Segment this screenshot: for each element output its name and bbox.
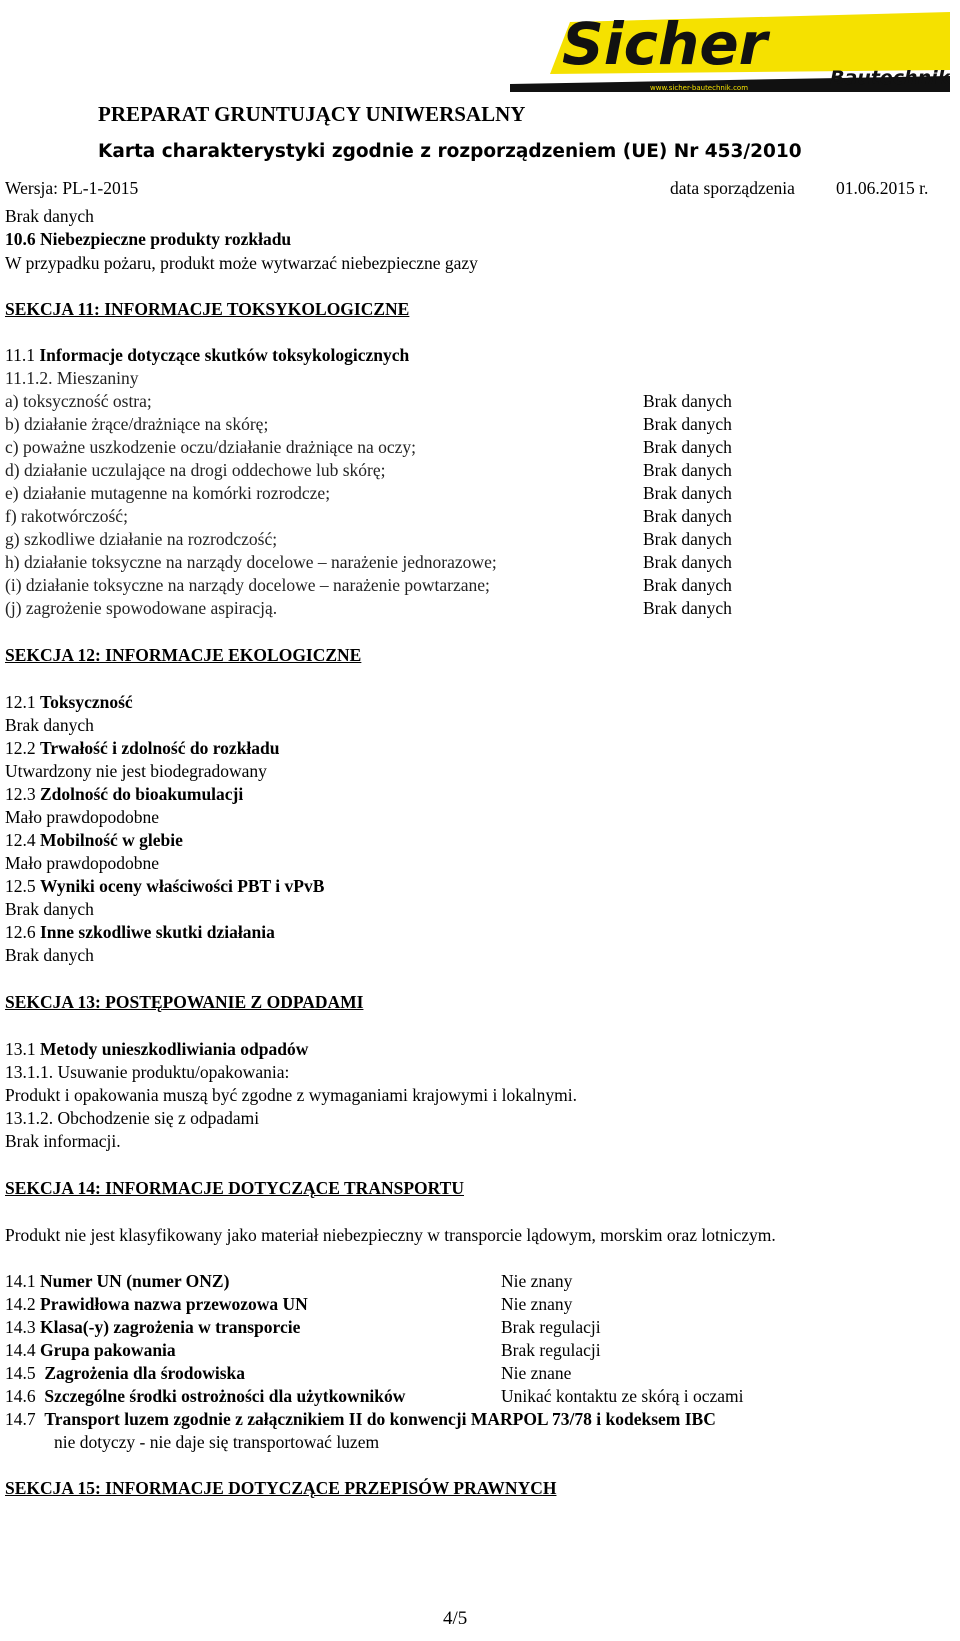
tox-row-value: Brak danych [643,483,732,503]
transport-row-value: Unikać kontaktu ze skórą i oczami [501,1386,744,1406]
tox-row-value: Brak danych [643,552,732,572]
tox-row-label: c) poważne uszkodzenie oczu/działanie drażniące na oczy; [5,437,417,457]
text-13-1-1: 13.1.1. Usuwanie produktu/opakowania: [5,1062,290,1082]
eco-item-text: Brak danych [5,945,94,965]
heading-14-7: 14.7 Transport luzem zgodnie z załącznikiem II do konwencji MARPOL 73/78 i kodeksem IBC [5,1409,716,1429]
version-label: Wersja: PL-1-2015 [5,178,139,198]
heading-11-1-text: Informacje dotyczące skutków toksykologicznych [39,345,410,365]
section-14-title: SEKCJA 14: INFORMACJE DOTYCZĄCE TRANSPORTU [5,1178,464,1198]
text-13-1-1-body: Produkt i opakowania muszą być zgodne z wymaganiami krajowymi i lokalnymi. [5,1085,578,1105]
date-label: data sporządzenia [670,178,795,198]
tox-row-value: Brak danych [643,437,732,457]
page-number: 4/5 [443,1608,468,1629]
heading-11-1 [5,344,409,366]
date-value: 01.06.2015 r. [836,178,929,198]
text-10-6: W przypadku pożaru, produkt może wytwarzać niebezpieczne gazy [5,253,478,273]
tox-row-label: e) działanie mutagenne na komórki rozrodcze; [5,483,331,503]
document-title: PREPARAT GRUNTUJĄCY UNIWERSALNY [98,102,526,126]
transport-row-label: 14.6 Szczególne środki ostrożności dla użytkowników [5,1386,406,1406]
text-14-7: nie dotyczy - nie daje się transportować luzem [54,1432,380,1452]
eco-item-text: Mało prawdopodobne [5,853,160,873]
tox-row-label: d) działanie uczulające na drogi oddechowe lub skórę; [5,460,386,480]
tox-row-value: Brak danych [643,460,732,480]
tox-row-label: h) działanie toksyczne na narządy docelowe – narażenie jednorazowe; [5,552,497,572]
transport-row-label: 14.1 Numer UN (numer ONZ) [5,1271,230,1291]
eco-item-heading: 12.3 Zdolność do bioakumulacji [5,784,244,804]
document-subtitle: Karta charakterystyki zgodnie z rozporządzeniem (UE) Nr 453/2010 [98,141,802,162]
tox-row-label: b) działanie żrące/drażniące na skórę; [5,414,269,434]
tox-row-label: a) toksyczność ostra; [5,391,152,411]
eco-item-heading: 12.2 Trwałość i zdolność do rozkładu [5,738,280,758]
sicher-logo-graphic [510,12,950,94]
transport-row-label: 14.5 Zagrożenia dla środowiska [5,1363,246,1383]
eco-item-heading: 12.5 Wyniki oceny właściwości PBT i vPvB [5,876,325,896]
tox-row-value: Brak danych [643,598,732,618]
transport-row-label: 14.3 Klasa(-y) zagrożenia w transporcie [5,1317,301,1337]
heading-10-6: 10.6 Niebezpieczne produkty rozkładu [5,229,292,249]
section-15-title: SEKCJA 15: INFORMACJE DOTYCZĄCE PRZEPISÓW PRAWNYCH [5,1478,557,1498]
tox-row-value: Brak danych [643,414,732,434]
logo-wordmark: Sicher [562,12,768,78]
tox-row-value: Brak danych [643,391,732,411]
heading-13-1: 13.1 Metody unieszkodliwiania odpadów [5,1039,309,1059]
tox-row-label: g) szkodliwe działanie na rozrodczość; [5,529,278,549]
transport-row-value: Nie znany [501,1294,573,1314]
logo-url: www.sicher-bautechnik.com [650,84,749,92]
text-13-1-2-body: Brak informacji. [5,1131,121,1151]
text-13-1-2: 13.1.2. Obchodzenie się z odpadami [5,1108,260,1128]
brak-danych-text: Brak danych [5,206,94,226]
tox-row-label: (j) zagrożenie spowodowane aspiracją. [5,598,278,618]
heading-11-1-num: 11.1 [5,345,35,365]
sicher-logo [510,12,950,94]
tox-row-value: Brak danych [643,575,732,595]
transport-row-value: Brak regulacji [501,1317,601,1337]
transport-row-value: Brak regulacji [501,1340,601,1360]
transport-row-label: 14.4 Grupa pakowania [5,1340,176,1360]
tox-row-value: Brak danych [643,529,732,549]
section-12-title: SEKCJA 12: INFORMACJE EKOLOGICZNE [5,645,362,665]
section-11-title: SEKCJA 11: INFORMACJE TOKSYKOLOGICZNE [5,299,410,319]
transport-row-value: Nie znany [501,1271,573,1291]
tox-row-label: (i) działanie toksyczne na narządy docelowe – narażenie powtarzane; [5,575,490,595]
section-13-title: SEKCJA 13: POSTĘPOWANIE Z ODPADAMI [5,992,364,1012]
eco-item-text: Mało prawdopodobne [5,807,160,827]
eco-item-heading: 12.6 Inne szkodliwe skutki działania [5,922,275,942]
heading-11-1-2: 11.1.2. Mieszaniny [5,368,139,388]
eco-item-heading: 12.1 Toksyczność [5,692,133,712]
transport-intro: Produkt nie jest klasyfikowany jako materiał niebezpieczny w transporcie lądowym, morskim oraz lotniczym. [5,1225,776,1245]
eco-item-text: Utwardzony nie jest biodegradowany [5,761,267,781]
tox-row-label: f) rakotwórczość; [5,506,128,526]
tox-row-value: Brak danych [643,506,732,526]
transport-row-value: Nie znane [501,1363,572,1383]
eco-item-heading: 12.4 Mobilność w glebie [5,830,183,850]
logo-subtitle: Bautechnik [830,67,950,89]
eco-item-text: Brak danych [5,715,94,735]
eco-item-text: Brak danych [5,899,94,919]
transport-row-label: 14.2 Prawidłowa nazwa przewozowa UN [5,1294,308,1314]
